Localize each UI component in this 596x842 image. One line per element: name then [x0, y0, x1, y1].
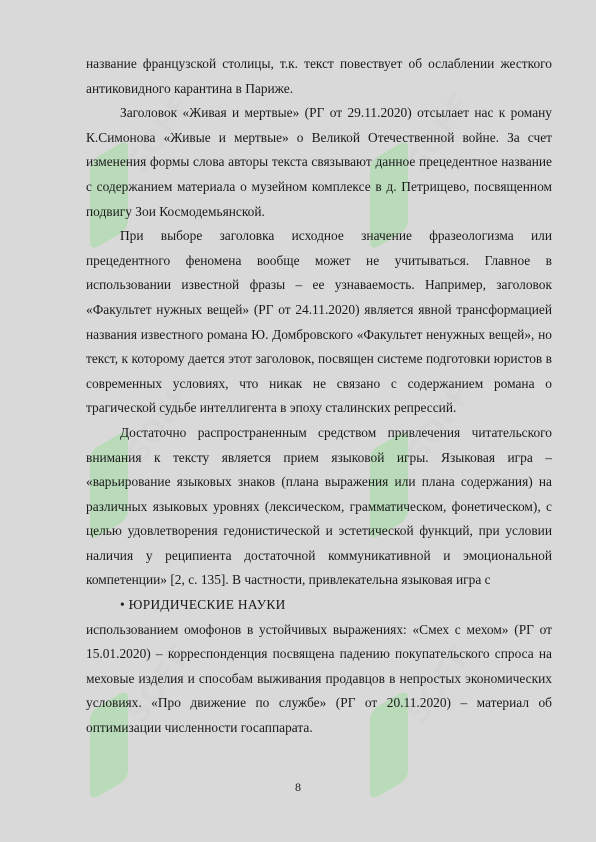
- body-text: [86, 52, 552, 741]
- watermark-seal: SOFF: [90, 700, 160, 795]
- watermark-seal: SOFF: [90, 440, 160, 535]
- page-number: 8: [295, 780, 301, 794]
- paragraph: название французской столицы, т.к. текст повествует об ослаблении жесткого антиковидного карантина в Париже.: [86, 56, 552, 96]
- watermark-seal: SOFF: [90, 150, 160, 245]
- paragraph: Достаточно распространенным средством привлечения читательского внимания к тексту является прием языковой игры. Языковая игра – «варьирование языковых знаков (плана выражения или плана содержания) на различных языковых уровнях (лексическом, грамматическом, фонетическом), с целью удовлетворения гедонистической и эстетической функций, при условии наличия у реципиента достаточной коммуникативной и эмоциональной компетенции» [2, с. 135]. В частности, привлекательна языковая игра с: [86, 424, 552, 588]
- watermark-seal: SOFF: [370, 150, 440, 245]
- paragraph: Заголовок «Живая и мертвые» (РГ от 29.11.2020) отсылает нас к роману К.Симонова «Живые и мертвые» о Великой Отечественной войне. За счет изменения формы слова авторы текста связывают данное прецедентное название с содержанием материала о музейном комплексе в д. Петрищево, посвященном подвигу Зои Космодемьянской.: [86, 105, 552, 219]
- paragraph: использованием омофонов в устойчивых выражениях: «Смех с мехом» (РГ от 15.01.2020) – корреспонденция посвящена падению покупательского спроса на меховые изделия и способам выживания продавцов в непростых экономических условиях. «Про движение по службе» (РГ от 20.11.2020) – материал об оптимизации численности госаппарата.: [86, 621, 552, 736]
- section-heading: • ЮРИДИЧЕСКИЕ НАУКИ: [120, 597, 286, 613]
- watermark-seal: SOFF: [370, 700, 440, 795]
- paragraph: При выборе заголовка исходное значение фразеологизма или прецедентного феномена вообще может не учитываться. Главное в использовании известной фразы – ее узнаваемость. Например, заголовок «Факультет нужных вещей» (РГ от 24.11.2020) является явной трансформацией названия известного романа Ю. Домбровского «Факультет ненужных вещей», но текст, к которому дается этот заголовок, посвящен системе подготовки юристов в современных условиях, что никак не связано с содержанием романа о трагической судьбе интеллигента в эпоху сталинских репрессий.: [86, 228, 552, 416]
- watermark-seal: SOFF: [370, 440, 440, 535]
